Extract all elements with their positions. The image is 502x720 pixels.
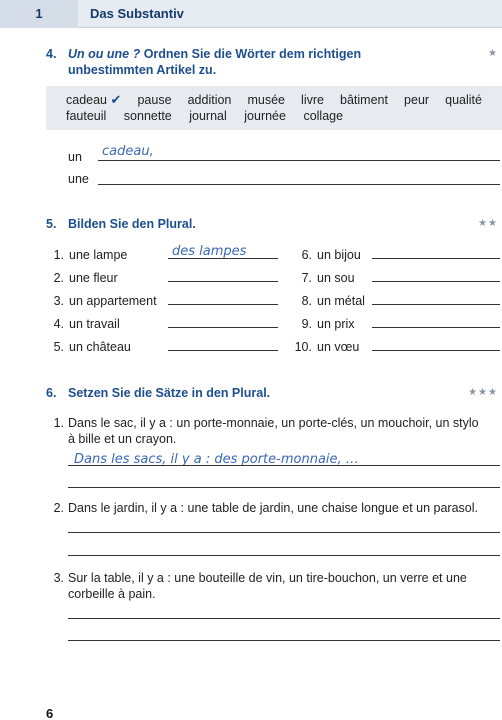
item-number: 3.: [53, 571, 64, 585]
item-text: un bijou: [317, 248, 361, 262]
item-number: 6.: [301, 248, 312, 262]
item-text: un vœu: [317, 340, 360, 354]
item-number: 5.: [53, 340, 64, 354]
item-number: 2.: [53, 501, 64, 515]
item-number: 9.: [301, 317, 312, 331]
item-number: 3.: [53, 294, 64, 308]
answer-line[interactable]: [372, 327, 500, 328]
item-text: un sou: [317, 271, 355, 285]
answer-line[interactable]: [168, 281, 278, 282]
chapter-header: [0, 0, 502, 28]
word-bank: [46, 86, 502, 130]
answer-line[interactable]: [372, 350, 500, 351]
difficulty-stars: ★★★: [468, 387, 498, 398]
word-bank-item: qualité: [445, 93, 482, 107]
row-un-label: un: [68, 150, 82, 164]
answer-line[interactable]: [68, 640, 500, 641]
item-number: 4.: [53, 317, 64, 331]
word-bank-line-2: [66, 108, 482, 124]
row-une-label: une: [68, 172, 89, 186]
answer-line[interactable]: [68, 532, 500, 533]
exercise-instruction: [68, 46, 448, 78]
word-bank-item: journal: [189, 109, 227, 123]
chapter-number: 1: [0, 0, 78, 28]
item-number: 1.: [53, 248, 64, 262]
answer-line[interactable]: [168, 327, 278, 328]
exercise-number: 5.: [46, 217, 57, 231]
item-number: 2.: [53, 271, 64, 285]
answer-line-un[interactable]: [98, 160, 500, 161]
word-bank-item: musée: [247, 93, 285, 107]
item-text: un château: [69, 340, 131, 354]
answer-line[interactable]: [372, 258, 500, 259]
checkmark-icon: ✔: [110, 92, 122, 107]
sentence-text: Dans le jardin, il y a : une table de jardin, une chaise longue et un parasol.: [68, 501, 478, 515]
item-text: une lampe: [69, 248, 128, 262]
word-bank-item: peur: [404, 93, 430, 107]
answer-line[interactable]: [168, 304, 278, 305]
sentence-text: Sur la table, il y a : une bouteille de vin, un tire-bouchon, un verre et une corbeille à pain.: [68, 571, 467, 601]
answer-line[interactable]: [68, 618, 500, 619]
item-text: un appartement: [69, 294, 157, 308]
word-bank-item: sonnette: [123, 109, 172, 123]
item-number: 10.: [294, 340, 312, 354]
item-number: 8.: [301, 294, 312, 308]
difficulty-stars: ★★: [478, 218, 498, 229]
item-number: 1.: [53, 416, 64, 430]
answer-line[interactable]: [68, 465, 500, 466]
word-bank-item: pause: [137, 93, 172, 107]
instruction-italic: Un ou une ?: [68, 47, 141, 61]
item-number: 7.: [301, 271, 312, 285]
word-bank-line-1: [66, 92, 482, 108]
item-text: un métal: [317, 294, 365, 308]
item-text: une fleur: [69, 271, 118, 285]
word-bank-item: collage: [303, 109, 344, 123]
page-number: 6: [46, 706, 54, 720]
difficulty-stars: ★: [488, 48, 498, 59]
word-bank-item: addition: [187, 93, 232, 107]
exercise-instruction: Setzen Sie die Sätze in den Plural.: [68, 386, 271, 400]
word-bank-item: journée: [244, 109, 286, 123]
word-bank-item: cadeau ✔: [66, 92, 122, 107]
chapter-title: Das Substantiv: [90, 6, 184, 21]
answer-line-une[interactable]: [98, 184, 500, 185]
sentence-answer: Dans les sacs, il y a : des porte-monnaie, …: [74, 452, 359, 467]
answer-line[interactable]: [168, 258, 278, 259]
answer-line[interactable]: [68, 487, 500, 488]
exercise-number: 4.: [46, 47, 57, 61]
answer-line[interactable]: [372, 281, 500, 282]
answer-line[interactable]: [168, 350, 278, 351]
instruction-rest: Ordnen Sie die Wörter dem richtigen unbestimmten Artikel zu.: [68, 47, 362, 77]
item-answer: des lampes: [172, 244, 247, 259]
answer-line[interactable]: [68, 555, 500, 556]
sentence-text: Dans le sac, il y a : un porte-monnaie, un porte-clés, un mouchoir, un stylo à bille et un crayon.: [68, 416, 479, 446]
item-text: un prix: [317, 317, 355, 331]
word-bank-item: fauteuil: [66, 109, 107, 123]
exercise-instruction: Bilden Sie den Plural.: [68, 217, 196, 231]
answer-line[interactable]: [372, 304, 500, 305]
item-text: un travail: [69, 317, 120, 331]
exercise-number: 6.: [46, 386, 57, 400]
row-un-answer: cadeau,: [102, 144, 154, 159]
word-bank-item: bâtiment: [340, 93, 388, 107]
word-bank-item: livre: [301, 93, 324, 107]
